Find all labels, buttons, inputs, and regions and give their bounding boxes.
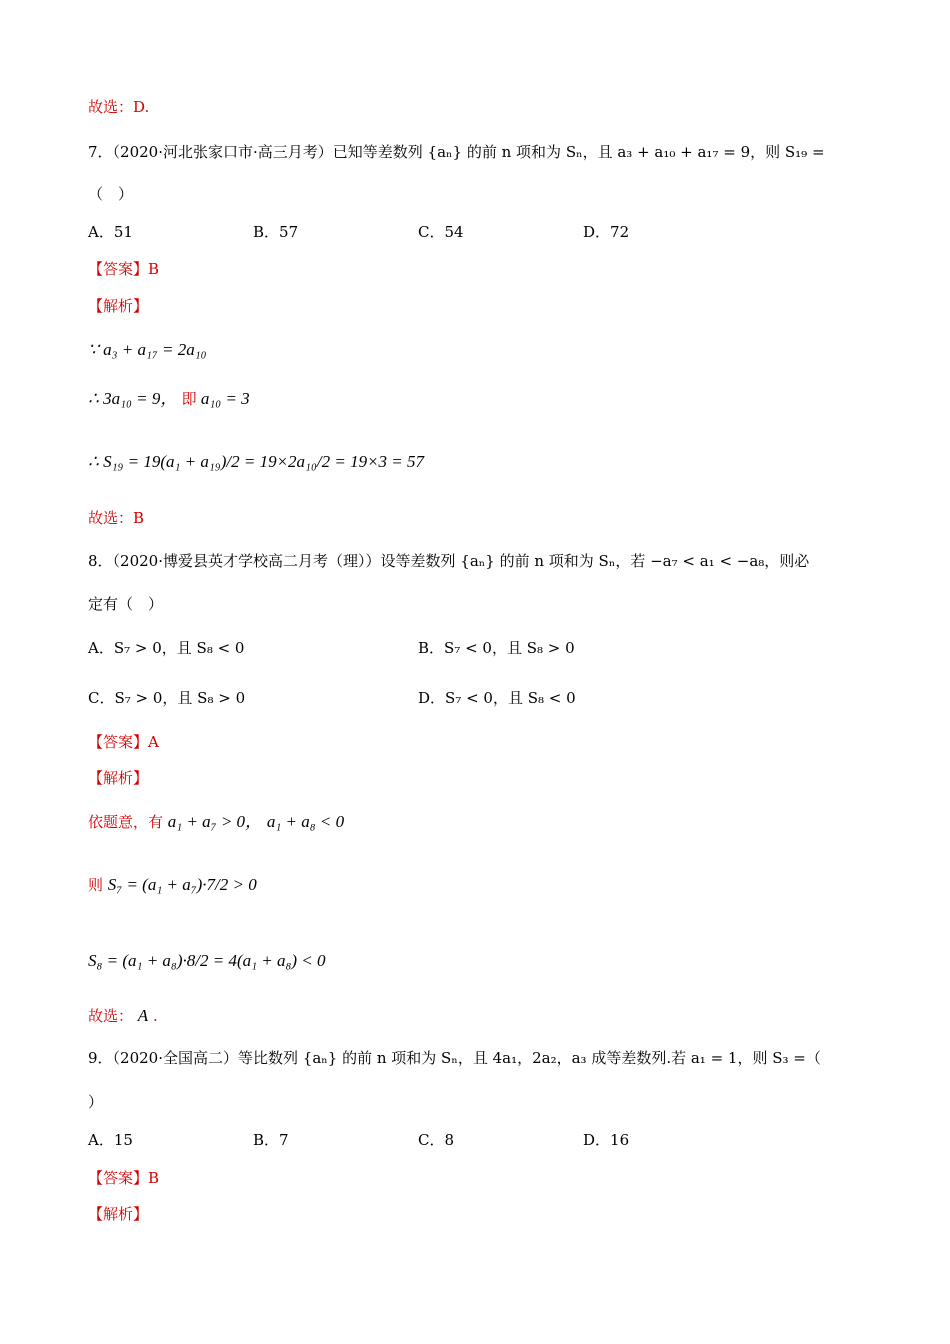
q7-step1: ∵ a₃ + a₁₇ = 2a₁₀ (88, 340, 207, 359)
q7-stem (88, 142, 825, 162)
q8-conclusion (88, 1006, 158, 1026)
q8-line1-lead: 依题意，有 (88, 813, 164, 831)
q7-option-d: D．72 (583, 223, 630, 241)
q8-stem (88, 551, 809, 571)
q7-step2-eq: ∴ 3a₁₀ = 9， (88, 389, 178, 408)
q7-step2-ie: 即 (181, 390, 197, 408)
q8-line1-ineq2: a₁ + a₈ < 0 (266, 812, 345, 831)
q7-step2-result: a₁₀ = 3 (200, 389, 250, 408)
q7-stem-condition: 的前 n 项和为 Sₙ，且 a₃ + a₁₀ + a₁₇ = 9，则 S₁₉ = (466, 143, 825, 161)
q8-stem-condition: 的前 n 项和为 Sₙ，若 −a₇ < a₁ < −a₈，则必 (499, 552, 810, 570)
q9-stem-condition: 的前 n 项和为 Sₙ，且 4a₁，2a₂，a₃ 成等差数列.若 a₁ = 1，则 S₃ =（ (342, 1049, 821, 1067)
q7-step2 (88, 389, 250, 409)
q9-stem-prefix: 9．（2020·全国高二）等比数列 (88, 1049, 298, 1067)
q7-stem-paren: （ ） (88, 185, 134, 203)
q9-sequence: {aₙ} (302, 1049, 338, 1067)
q8-line2-formula: S₇ = (a₁ + a₇)·7/2 > 0 (107, 875, 257, 894)
q9-option-c: C．8 (418, 1131, 455, 1149)
q8-sequence: {aₙ} (460, 552, 495, 570)
q8-line1 (88, 812, 344, 832)
q8-conclusion-lead: 故选： (88, 1007, 134, 1025)
q8-option-c: C．S₇ > 0，且 S₈ > 0 (88, 689, 246, 707)
q7-option-c: C．54 (418, 223, 464, 241)
q8-option-a: A．S₇ > 0，且 S₈ < 0 (88, 639, 245, 657)
q7-analysis-title: 【解析】 (88, 297, 149, 315)
q8-option-b: B．S₇ < 0，且 S₈ > 0 (418, 639, 575, 657)
q8-analysis-title: 【解析】 (88, 769, 149, 787)
q9-option-b: B．7 (253, 1131, 289, 1149)
q9-option-a: A．15 (88, 1131, 133, 1149)
q8-conclusion-dot: . (152, 1007, 158, 1025)
q9-analysis-title: 【解析】 (88, 1205, 149, 1223)
q7-answer: 【答案】B (88, 260, 160, 278)
q7-conclusion: 故选：B (88, 509, 145, 527)
q8-line3: S₈ = (a₁ + a₈)·8/2 = 4(a₁ + a₈) < 0 (88, 951, 326, 970)
q7-option-b: B．57 (253, 223, 299, 241)
q9-answer: 【答案】B (88, 1169, 160, 1187)
q9-option-d: D．16 (583, 1131, 630, 1149)
q8-stem-prefix: 8．（2020·博爱县英才学校高二月考（理））设等差数列 (88, 552, 456, 570)
q6-conclusion: 故选：D. (88, 98, 150, 116)
q8-line2 (88, 875, 257, 895)
q7-option-a: A．51 (88, 223, 133, 241)
q9-stem (88, 1048, 821, 1068)
q7-stem-prefix: 7．（2020·河北张家口市·高三月考）已知等差数列 (88, 143, 423, 161)
q9-stem-close: ） (88, 1093, 104, 1111)
q7-sequence: {aₙ} (427, 143, 463, 161)
q8-conclusion-choice: A (137, 1006, 149, 1025)
q8-option-d: D．S₇ < 0，且 S₈ < 0 (418, 689, 576, 707)
q8-stem-cont: 定有（ ） (88, 595, 164, 613)
q7-step3: ∴ S₁₉ = 19(a₁ + a₁₉)/2 = 19×2a₁₀/2 = 19×3 = 57 (88, 452, 425, 471)
q8-line2-lead: 则 (88, 876, 104, 894)
q8-answer: 【答案】A (88, 733, 159, 751)
q8-line1-ineq1: a₁ + a₇ > 0， (167, 812, 263, 831)
